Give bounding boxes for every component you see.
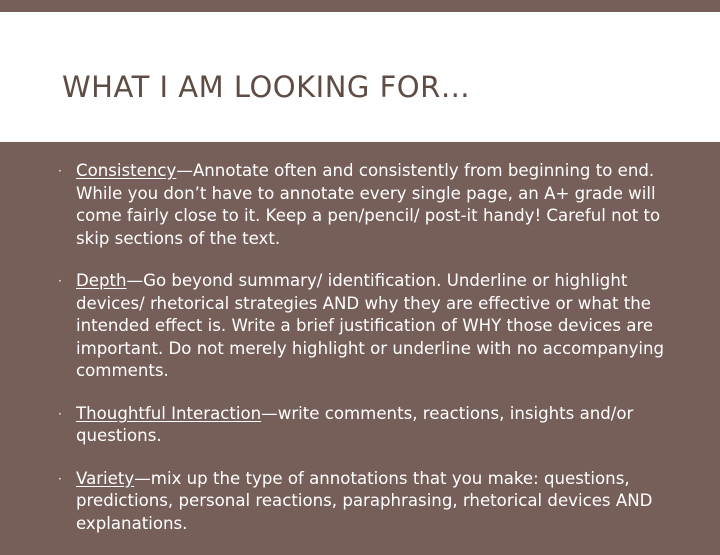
- item-text: —Annotate often and consistently from beginning to end. While you don’t have to annotate every single page, an A+ grade will come fairly close to it. Keep a pen/pencil/ post-it handy! Careful not to skip sections of the text.: [76, 161, 661, 248]
- bullet-icon: ·: [58, 471, 62, 486]
- term-depth: Depth: [76, 271, 127, 290]
- item-text: —mix up the type of annotations that you make: questions, predictions, personal reactions, paraphrasing, rhetorical devices AND explanations.: [76, 468, 653, 533]
- term-thoughtful-interaction: Thoughtful Interaction: [76, 403, 262, 423]
- term-variety: Variety: [76, 468, 135, 488]
- bullet-icon: ·: [58, 274, 62, 288]
- item-text: —write comments, reactions, insights and/or questions.: [76, 403, 634, 445]
- list-item-thoughtful-interaction: [58, 403, 668, 448]
- bullet-icon: ·: [58, 406, 62, 421]
- list-item-variety: [58, 468, 668, 536]
- item-text: —Go beyond summary/ identification. Underline or highlight devices/ rhetorical strategies AND why they are effective or what the intended effect is. Write a brief justification of WHY those devices are important. Do not merely highlight or underline with no accompanying comments.: [76, 271, 665, 380]
- title-band: [0, 12, 720, 142]
- list-item-consistency: [58, 160, 668, 250]
- slide-title: WHAT I AM LOOKING FOR…: [62, 70, 471, 104]
- list-item-depth: [58, 270, 668, 383]
- bullet-icon: ·: [58, 164, 62, 178]
- bullet-list: [58, 160, 668, 555]
- term-consistency: Consistency: [76, 161, 177, 180]
